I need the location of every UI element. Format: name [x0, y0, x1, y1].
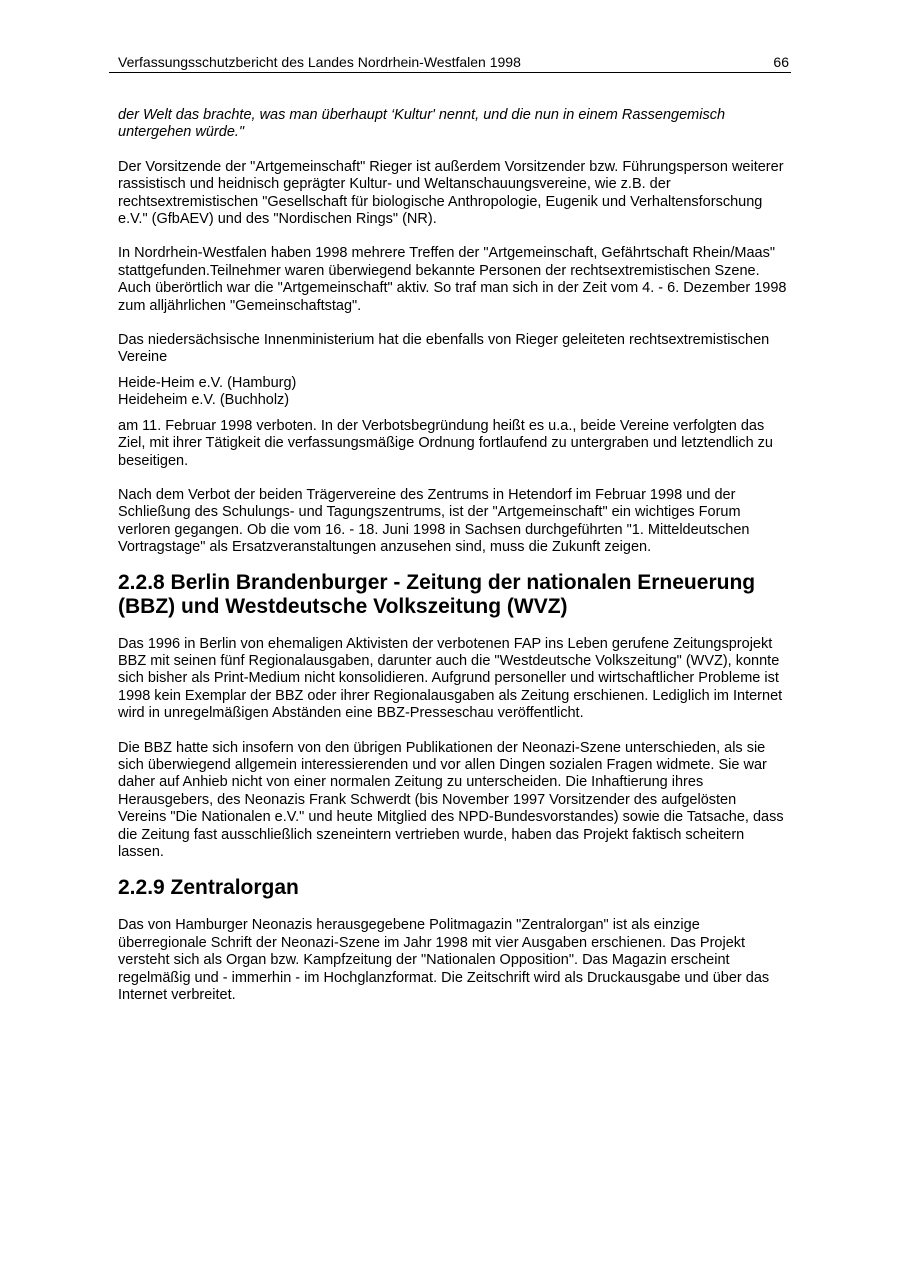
paragraph-bbz-content: Die BBZ hatte sich insofern von den übrigen Publikationen der Neonazi-Szene unterschieden, als sie sich überwiegend allgemein interessierenden und vor allen Dingen sozialen Fragen widmete. Sie war daher auf Anhieb nicht von einer normalen Zeitung zu unterscheiden. Die Inhaftierung ihres Herausgebers, des Neonazis Frank Schwerdt (bis November 1997 Vorsitzender des aufgelösten Vereins "Die Nationalen e.V." und heute Mitglied des NPD-Bundesvorstandes) sowie die Tatsache, dass die Zeitung fast ausschließlich szeneintern vertrieben wurde, haben das Projekt faktisch scheitern lassen.	[118, 739, 784, 860]
paragraph-rieger-chairman: Der Vorsitzende der "Artgemeinschaft" Rieger ist außerdem Vorsitzender bzw. Führungsperson weiterer rassistisch und heidnisch geprägter Kultur- und Weltanschauungsvereine, wie z.B. der rechtsextremistischen "Gesellschaft für biologische Anthropologie, Eugenik und Verhaltensforschung e.V." (GfbAEV) und des "Nordischen Rings" (NR).	[118, 158, 784, 228]
page-header	[109, 54, 791, 73]
quote-ending: der Welt das brachte, was man überhaupt ‘Kultur' nennt, und die nun in einem Rassengemisch untergehen würde."	[118, 107, 726, 141]
section-heading-bbz: 2.2.8 Berlin Brandenburger - Zeitung der nationalen Erneuerung (BBZ) und Westdeutsche Volkszeitung (WVZ)	[118, 570, 756, 618]
paragraph-hetendorf: Nach dem Verbot der beiden Trägervereine des Zentrums in Hetendorf im Februar 1998 und der Schließung des Schulungs- und Tagungszentrums, ist der "Artgemeinschaft" ein wichtiges Forum verloren gegangen. Ob die vom 16. - 18. Juni 1998 in Sachsen durchgeführten "1. Mitteldeutschen Vortragstage" als Ersatzveranstaltungen anzusehen sind, muss die Zukunft zeigen.	[118, 486, 750, 556]
page-body	[118, 107, 788, 1004]
page-number: 66	[773, 54, 789, 70]
paragraph-meetings-nrw: In Nordrhein-Westfalen haben 1998 mehrere Treffen der "Artgemeinschaft, Gefährtschaft Rhein/Maas" stattgefunden.Teilnehmer waren überwiegend bekannte Personen der rechtsextremistischen Szene. Auch überörtlich war die "Artgemeinschaft" aktiv. So traf man sich in der Zeit vom 4. - 6. Dezember 1998 zum alljährlichen "Gemeinschaftstag".	[118, 245, 787, 314]
section-heading-zentralorgan: 2.2.9 Zentralorgan	[118, 876, 299, 900]
header-title: Verfassungsschutzbericht des Landes Nordrhein-Westfalen 1998	[118, 54, 521, 70]
paragraph-bbz-project: Das 1996 in Berlin von ehemaligen Aktivisten der verbotenen FAP ins Leben gerufene Zeitungsprojekt BBZ mit seinen fünf Regionalausgaben, darunter auch die "Westdeutsche Volkszeitung" (WVZ), konnte sich bisher als Print-Medium nicht konsolidieren. Aufgrund personeller und wirtschaftlicher Probleme ist 1998 kein Exemplar der BBZ oder ihrer Regionalausgaben als Zeitung erschienen. Lediglich im Internet wird in unregelmäßigen Abständen eine BBZ-Presseschau veröffentlicht.	[118, 635, 783, 722]
paragraph-ban-reason: am 11. Februar 1998 verboten. In der Verbotsbegründung heißt es u.a., beide Vereine verfolgten das Ziel, mit ihrer Tätigkeit die verfassungsmäßige Ordnung fortlaufend zu untergraben und letztendlich zu beseitigen.	[118, 417, 773, 469]
association-hamburg: Heide-Heim e.V. (Hamburg)	[118, 374, 297, 391]
association-buchholz: Heideheim e.V. (Buchholz)	[118, 392, 290, 409]
paragraph-ministry-ban: Das niedersächsische Innenministerium hat die ebenfalls von Rieger geleiteten rechtsextremistischen Vereine	[118, 332, 770, 366]
paragraph-zentralorgan: Das von Hamburger Neonazis herausgegebene Politmagazin "Zentralorgan" ist als einzige überregionale Schrift der Neonazi-Szene im Jahr 1998 mit vier Ausgaben erschienen. Das Projekt versteht sich als Organ bzw. Kampfzeitung der "Nationalen Opposition". Das Magazin erscheint regelmäßig und - immerhin - im Hochglanzformat. Die Zeitschrift wird als Druckausgabe und über das Internet verbreitet.	[118, 917, 770, 1004]
